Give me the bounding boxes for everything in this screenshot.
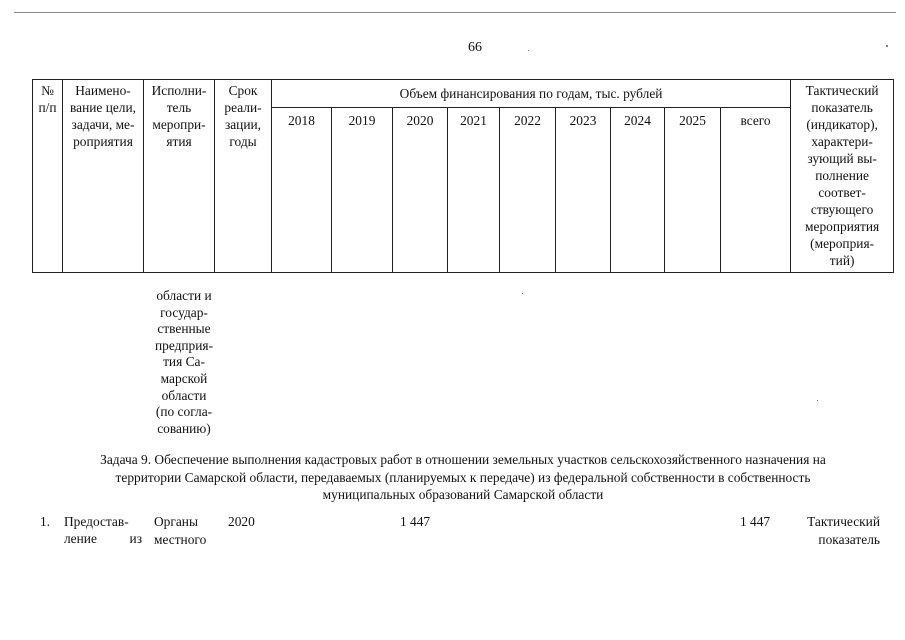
- row-name-line2: ление из: [64, 531, 142, 546]
- row-number: 1.: [40, 514, 51, 529]
- task-title: Задача 9. Обеспечение выполнения кадастровых работ в отношении земельных участков сельскохозяйственного назначения на территории Самарской области, передаваемых (планируемых к передаче) из федеральной собственности в собственность муниципальных образований Самарской области: [100, 452, 826, 502]
- header-cell-name: Наимено- вание цели, задачи, ме- роприятия: [63, 80, 144, 273]
- year-header-2020: 2020: [393, 108, 448, 273]
- row-indicator: Тактический показатель: [807, 514, 880, 547]
- scan-speck: [522, 293, 523, 294]
- header-cell-funding: Объем финансирования по годам, тыс. рублей: [272, 80, 791, 108]
- row-name-line1: Предостав-: [64, 514, 129, 529]
- row-executor: Органы местного: [154, 514, 207, 547]
- header-cell-executor: Исполни- тель меропри- ятия: [144, 80, 215, 273]
- header-cell-num: № п/п: [33, 80, 63, 273]
- top-rule: [14, 12, 896, 13]
- scan-speck: [886, 45, 888, 47]
- year-header-2023: 2023: [556, 108, 611, 273]
- row-term: 2020: [228, 514, 255, 529]
- header-table: [32, 79, 894, 273]
- year-header-2021: 2021: [448, 108, 500, 273]
- row-total: 1 447: [740, 514, 771, 529]
- header-cell-indicator: Тактический показатель (индикатор), характери- зующий вы- полнение соответ- ствующего мероприятия (мероприя- тий): [791, 80, 894, 273]
- header-cell-term: Срок реали- зации, годы: [215, 80, 272, 273]
- year-header-2019: 2019: [332, 108, 393, 273]
- year-header-2018: 2018: [272, 108, 332, 273]
- total-header: всего: [721, 108, 791, 273]
- year-header-2022: 2022: [500, 108, 556, 273]
- scan-speck: [817, 400, 818, 401]
- row-value-2020: 1 447: [400, 514, 431, 529]
- year-header-2024: 2024: [611, 108, 665, 273]
- scan-speck: [528, 50, 529, 51]
- page-number: 66: [468, 40, 482, 55]
- year-header-2025: 2025: [665, 108, 721, 273]
- continued-executor-text: области и государ- ственные предприя- тия Са- марской области (по согла- сованию): [154, 288, 214, 436]
